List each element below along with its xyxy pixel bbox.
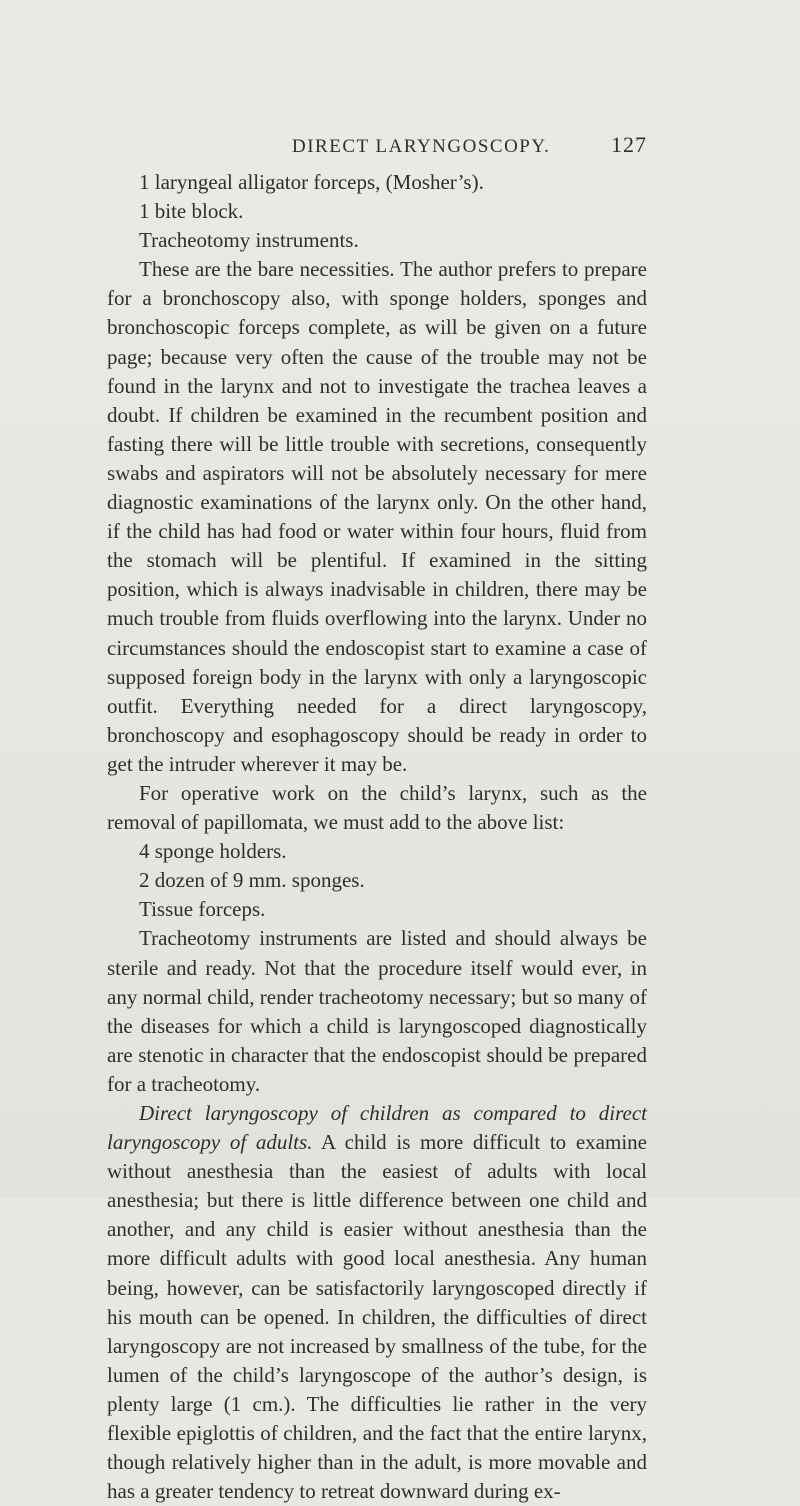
page-header [0,132,800,162]
paragraph: These are the bare necessities. The author prefers to prepare for a bronchoscopy also, with sponge holders, sponges and bronchoscopic forceps complete, as will be given on a future page; because very often the cause of the trouble may not be found in the larynx and not to investigate the trachea leaves a doubt. If children be examined in the recumbent position and fasting there will be little trouble with secretions, consequently swabs and aspirators will not be absolutely necessary for mere diagnostic examinations of the larynx only. On the other hand, if the child has had food or water within four hours, fluid from the stomach will be plentiful. If examined in the sitting position, which is always inadvisable in children, there may be much trouble from fluids overflowing into the larynx. Under no circumstances should the endoscopist start to examine a case of supposed foreign body in the larynx with only a laryngoscopic outfit. Everything needed for a direct laryngoscopy, bronchoscopy and esophagoscopy should be ready in order to get the intruder wherever it may be. [107,257,647,776]
list-item: 1 bite block. [139,199,244,224]
body-text [107,168,647,1506]
paragraph-body: A child is more difficult to examine without anesthesia than the easiest of adults with local anesthesia; but there is little difference between one child and another, and any child is easier without anesthesia than the more difficult adults with good local anesthesia. Any human being, however, can be satisfactorily laryngoscoped directly if his mouth can be opened. In children, the difficulties of direct laryngoscopy are not increased by smallness of the tube, for the lumen of the child’s laryngoscope of the author’s design, is plenty large (1 cm.). The difficulties lie rather in the very flexible epiglottis of children, and the fact that the entire larynx, though relatively higher than in the adult, is more movable and has a greater tendency to retreat downward during ex- [107,1130,647,1504]
section-heading: Direct laryngoscopy of children as compared to direct laryngoscopy of adults. [107,1101,647,1155]
list-item: Tissue forceps. [139,897,266,922]
list-item: 2 dozen of 9 mm. sponges. [139,868,365,893]
paragraph: For operative work on the child’s larynx, such as the removal of papillomata, we must add to the above list: [107,780,647,835]
list-item: Tracheotomy instruments. [139,228,359,253]
list-item: 1 laryngeal alligator forceps, (Mosher’s). [139,170,484,194]
running-head: DIRECT LARYNGOSCOPY. [292,136,551,157]
page-number: 127 [611,132,647,157]
paragraph: Tracheotomy instruments are listed and should always be sterile and ready. Not that the procedure itself would ever, in any normal child, render tracheotomy necessary; but so many of the diseases for which a child is laryngoscoped diagnostically are stenotic in character that the endoscopist should be prepared for a tracheotomy. [107,926,647,1096]
paragraph [107,1099,647,1506]
list-item: 4 sponge holders. [139,839,287,864]
